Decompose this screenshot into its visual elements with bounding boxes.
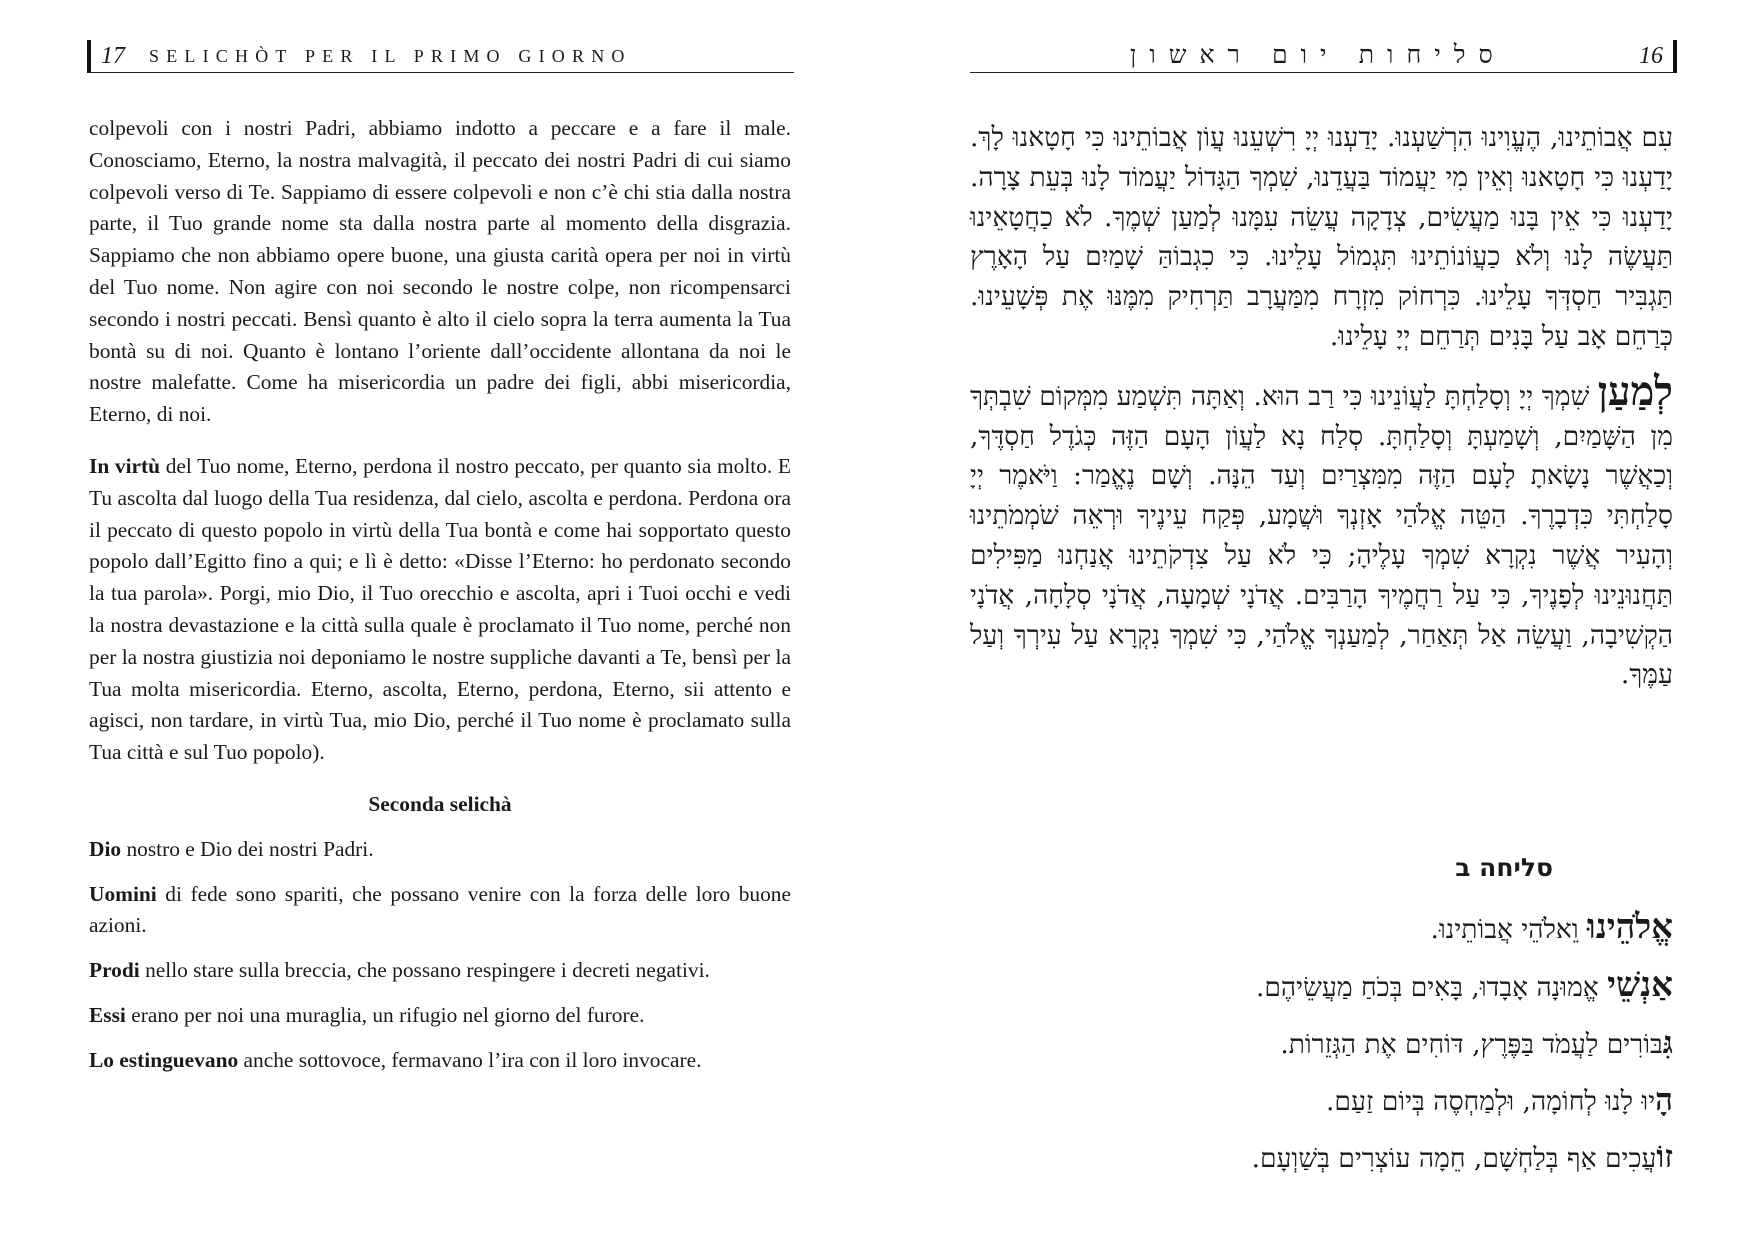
verse-text: nostro e Dio dei nostri Padri. [121, 836, 374, 861]
verse-4 [89, 1000, 791, 1032]
verse-text: di fede sono spariti, che possano venire con la forza delle loro buone azioni. [89, 881, 791, 938]
hebrew-verse-text: יוּ לָנוּ לְחוֹמָה, וּלְמַחְסֶה בְּיוֹם זַעַם. [1326, 1086, 1656, 1117]
verse-text: erano per noi una muraglia, un rifugio nel giorno del furore. [125, 1002, 645, 1027]
running-title-left: SELICHÒT PER IL PRIMO GIORNO [149, 45, 632, 66]
hebrew-verse-lead: אַנְשֵׁי [1607, 965, 1673, 1005]
page-number-left: 17 [101, 42, 125, 69]
hebrew-paragraph-2 [970, 367, 1673, 695]
hebrew-verse-1 [970, 908, 1673, 949]
hebrew-paragraph-2-lead: לְמַעַן [1597, 367, 1673, 415]
verse-text: anche sottovoce, fermavano l’ira con il loro invocare. [238, 1047, 702, 1072]
paragraph-2-body: del Tuo nome, Eterno, perdona il nostro peccato, per quanto sia molto. E Tu ascolta dal luogo della Tua residenza, dal cielo, ascolta e perdona. Perdona ora il peccato di questo popolo in virtù della Tua bontà e come hai sopportato questo popolo dall’Egitto fino a qui; e lì è detto: «Disse l’Eterno: ho perdonato secondo la tua parola». Porgi, mio Dio, il Tuo orecchio e ascolta, apri i Tuoi occhi e vedi la nostra devastazione e la città sulla quale è proclamato il Tuo nome, perché non per la nostra giustizia noi deponiamo le nostre suppliche davanti a Te, bensì per la Tua molta misericordia. Eterno, ascolta, Eterno, perdona, Eterno, sii attento e agisci, non tardare, in virtù Tua, mio Dio, perché il Tuo nome è proclamato sulla Tua città e sul Tuo popolo). [89, 453, 791, 765]
hebrew-verse-lead: אֱלֹהֵינוּ [1587, 907, 1673, 947]
paragraph-2 [89, 451, 791, 769]
verse-3 [89, 955, 791, 987]
hebrew-verse-4 [970, 1081, 1673, 1121]
italian-text-column [89, 113, 791, 1077]
verse-2 [89, 879, 791, 943]
hebrew-paragraph-1: עִם אֲבוֹתֵינוּ, הֶעֱוִינוּ הִרְשַׁעְנוּ. יָדַעְנוּ יְיָ רִשְׁעֵנוּ עֲוֹן אֲבוֹתֵינוּ כִּי חָטָאנוּ לָךְ. יָדַעְנוּ כִּי חָטָאנוּ וְאֵין מִי יַעֲמוֹד בַּעֲדֵנוּ, שִׁמְךָ הַגָּדוֹל יַעֲמוֹד לָנוּ בְּעֵת צָרָה. יָדַעְנוּ כִּי אֵין בָּנוּ מַעֲשִׂים, צְדָקָה עֲשֵׂה עִמָּנוּ לְמַעַן שְׁמֶךָ. לֹא כַחֲטָאֵינוּ תַּעֲשֶׂה לָנוּ וְלֹא כַעֲוֹנוֹתֵינוּ תִּגְמוֹל עָלֵינוּ. כִּי כִגְבוֹהַּ שָׁמַיִם עַל הָאָרֶץ תַּגְבִּיר חַסְדְּךָ עָלֵינוּ. כִּרְחוֹק מִזְרָח מִמַּעֲרָב תַּרְחִיק מִמֶּנּוּ אֶת פְּשָׁעֵינוּ. כְּרַחֵם אָב עַל בָּנִים תְּרַחֵם יְיָ עָלֵינוּ. [970, 122, 1673, 352]
hebrew-section-heading: סליחה ב [1455, 853, 1553, 882]
hebrew-verse-lead: הָ [1655, 1082, 1673, 1118]
hebrew-verse-text: עֲכִים אַף בְּלַחְשָׁם, חֵמָה עוֹצְרִים בְּשַׁוְעָם. [1251, 1143, 1657, 1174]
right-page [874, 0, 1748, 1240]
hebrew-verse-text: בּוֹרִים לַעֲמֹד בַּפֶּרֶץ, דּוֹחִים אֶת הַגְּזֵרוֹת. [1280, 1029, 1663, 1060]
running-head-right [970, 40, 1677, 73]
verse-5 [89, 1045, 791, 1077]
hebrew-verse-3 [970, 1024, 1673, 1064]
hebrew-verse-text: וֵאלֹהֵי אֲבוֹתֵינוּ. [1430, 914, 1588, 945]
hebrew-verses [970, 908, 1673, 1195]
verse-text: nello stare sulla breccia, che possano respingere i decreti negativi. [139, 958, 710, 983]
verse-lead: Prodi [89, 958, 140, 983]
hebrew-verse-text: אֱמוּנָה אָבָדוּ, בָּאִים בְּכֹחַ מַעֲשֵׂיהֶם. [1255, 972, 1608, 1003]
verse-lead: Lo estinguevano [89, 1047, 239, 1072]
running-head-left [87, 40, 794, 73]
verse-lead: Dio [89, 836, 122, 861]
paragraph-1: colpevoli con i nostri Padri, abbiamo indotto a peccare e a fare il male. Conosciamo, Eterno, la nostra malvagità, il peccato dei nostri Padri di cui siamo colpevoli verso di Te. Sappiamo di essere colpevoli e non c’è chi stia dalla nostra parte, il Tuo grande nome sta dalla nostra parte al momento della disgrazia. Sappiamo che non abbiamo opere buone, una giusta carità opera per noi in virtù del Tuo nome. Non agire con noi secondo le nostre colpe, non ricompensarci secondo i nostri peccati. Bensì quanto è alto il cielo sopra la terra aumenta la Tua bontà su di noi. Quanto è lontano l’oriente dall’occidente allontana da noi le nostre malefatte. Come ha misericordia un padre dei figli, abbi misericordia, Eterno, di noi. [89, 116, 791, 427]
hebrew-verse-lead: גִּ [1662, 1025, 1673, 1061]
page-number-right: 16 [1639, 42, 1663, 69]
paragraph-2-lead: In virtù [89, 453, 161, 478]
hebrew-paragraph-2-body: שִׁמְךָ יְיָ וְסָלַחְתָּ לַעֲוֹנֵינוּ כִּי רַב הוּא. וְאַתָּה תִּשְׁמַע מִמְּקוֹם שִׁבְתְּךָ מִן הַשָּׁמַיִם, וְשָׁמַעְתָּ וְסָלַחְתָּ. סְלַח נָא לַעֲוֹן הָעָם הַזֶּה כְּגֹדֶל חַסְדֶּךָ, וְכַאֲשֶׁר נָשָׂאתָ לָעָם הַזֶּה מִמִּצְרַיִם וְעַד הֵנָּה. וְשָׁם נֶאֱמַר: וַיֹּאמֶר יְיָ סָלַחְתִּי כִּדְבָרֶךָ. הַטֵּה אֱלֹהַי אָזְנְךָ וּשֲׁמָע, פְּקַח עֵינֶיךָ וּרְאֵה שֹׁמְמֹתֵינוּ וְהָעִיר אֲשֶׁר נִקְרָא שִׁמְךָ עָלֶיהָ; כִּי לֹא עַל צִדְקֹתֵינוּ אֲנַחְנוּ מַפִּילִים תַּחֲנוּנֵינוּ לְפָנֶיךָ, כִּי עַל רַחֲמֶיךָ הָרַבִּים. אֲדֹנָי שְׁמָעָה, אֲדֹנָי סְלָחָה, אֲדֹנָי הַקְשִׁיבָה, וַעֲשֵׂה אַל תְּאַחַר, לְמַעַנְךָ אֱלֹהַי, כִּי שִׁמְךָ נִקְרָא עַל עִירְךָ וְעַל עַמֶּךָ. [970, 380, 1673, 691]
hebrew-text-column [970, 118, 1673, 695]
verse-lead: Essi [89, 1002, 126, 1027]
hebrew-verse-lead: זוֹ [1656, 1139, 1673, 1175]
running-title-right: סליחות יום ראשון [1130, 42, 1506, 69]
verse-lead: Uomini [89, 881, 157, 906]
hebrew-verse-5 [970, 1138, 1673, 1178]
verse-1 [89, 834, 791, 866]
hebrew-verse-2 [970, 966, 1673, 1007]
section-heading: Seconda selichà [368, 791, 512, 816]
